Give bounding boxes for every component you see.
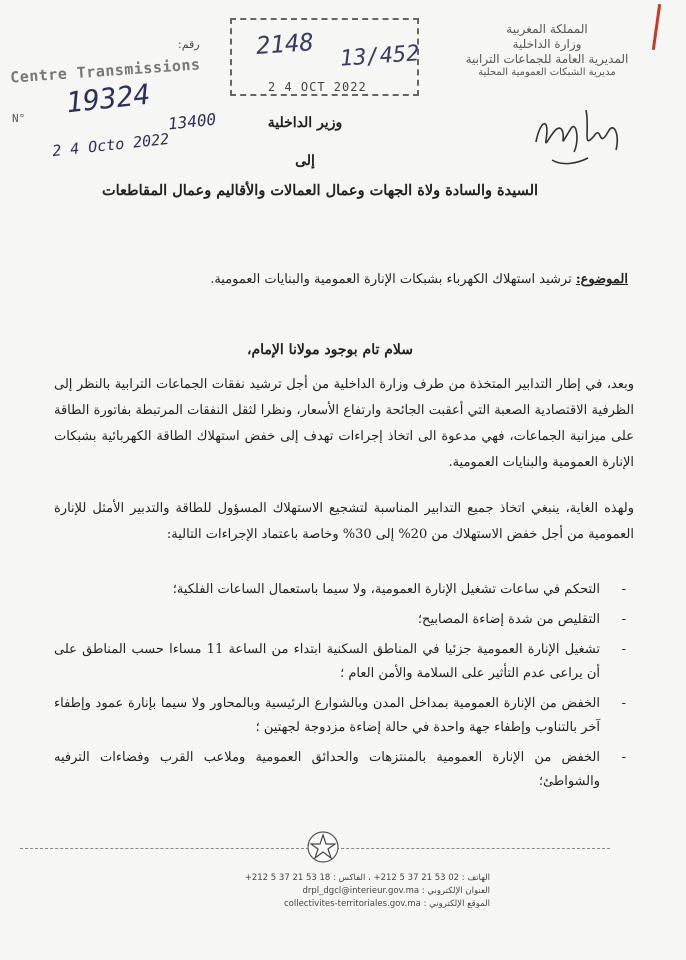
letterhead-kingdom: المملكة المغربية — [506, 22, 588, 36]
centre-transmissions-stamp: Centre Transmissions — [9, 55, 202, 87]
list-item: - الخفض من الإنارة العمومية بمداخل المدن وبالشوارع الرئيسية وبالمحاور ولا سيما بإنارة عمود وإطفاء آخر بالتناوب وإطفاء جهة واحدة في حالة إضاءة مزدوجة لجهتين ؛ — [54, 692, 634, 740]
footer-site-row — [150, 898, 490, 911]
n-label: N° — [12, 112, 26, 125]
sender-title: وزير الداخلية — [267, 115, 343, 131]
stamp-number: 2148 — [255, 28, 315, 60]
subject-text: ترشيد استهلاك الكهرباء بشبكات الإنارة العمومية والبنايات العمومية. — [210, 272, 572, 287]
letterhead-sub-directorate: مديرية الشبكات العمومية المحلية — [478, 67, 616, 78]
footer-contact — [150, 872, 490, 911]
stamp-number-2: 13/452 — [339, 41, 421, 72]
ministry-emblem-icon — [306, 830, 340, 864]
handwritten-number-2: 13400 — [167, 109, 218, 134]
paragraph-2: ولهذه الغاية، ينبغي اتخاذ جميع التدابير المناسبة لتشجيع الاستهلاك المسؤول للطاقة والتدبير الأمثل للإنارة العمومية من أجل خفض الاستهلاك من 20% إلى 30% وخاصة باعتماد الإجراءات التالية: — [54, 501, 634, 542]
list-item: - التحكم في ساعات تشغيل الإنارة العمومية، ولا سيما باستعمال الساعات الفلكية؛ — [54, 578, 634, 602]
footer-email-row — [150, 885, 490, 898]
letterhead — [442, 22, 652, 80]
red-pen-mark — [652, 4, 661, 50]
footer-email-label: العنوان الإلكتروني : — [421, 886, 490, 896]
signature-scribble — [528, 90, 628, 180]
measures-list — [54, 578, 634, 800]
greeting: سلام تام بوجود مولانا الإمام، — [246, 342, 414, 358]
number-label: رقم: — [178, 38, 200, 51]
handwritten-number: 19324 — [64, 77, 152, 120]
addressee: السيدة والسادة ولاة الجهات وعمال العمالات والأقاليم وعمال المقاطعات — [101, 182, 539, 199]
subject-line — [68, 272, 628, 287]
footer-email: drpl_dgcl@interieur.gov.ma — [302, 886, 420, 896]
stamp-date: 2 4 OCT 2022 — [268, 80, 367, 94]
footer-phone: الهاتف : 02 53 21 37 5 212+ ، الفاكس : 18 53 21 37 5 212+ — [244, 873, 490, 883]
letterhead-ministry: وزارة الداخلية — [512, 37, 582, 51]
handwritten-date: 2 4 Octo 2022 — [51, 129, 171, 161]
to-label: إلى — [295, 153, 315, 169]
paragraph-1: وبعد، في إطار التدابير المتخذة من طرف وزارة الداخلية من أجل ترشيد نفقات الجماعات الترابية بالنظر إلى الظرفية الاقتصادية الصعبة التي أعقبت الجائحة وارتفاع الأسعار، ونظرا لثقل النفقات المرتبطة بفاتورة الطاقة على ميزانية الجماعات، فهي مدعوة الى اتخاذ إجراءات تهدف إلى خفض استهلاك الطاقة الكهربائية بشبكات الإنارة العمومية والبنايات العمومية. — [54, 377, 634, 470]
footer-site: collectivites-territoriales.gov.ma — [283, 899, 421, 909]
list-item: - تشغيل الإنارة العمومية جزئيا في المناطق السكنية ابتداء من الساعة 11 مساءا حسب المناطق على أن يراعى عدم التأثير على السلامة والأمن العام ؛ — [54, 638, 634, 686]
list-item: - الخفض من الإنارة العمومية بالمنتزهات والحدائق العمومية وملاعب القرب وفضاءات الترفيه والشواطئ؛ — [54, 746, 634, 794]
list-item: - التقليص من شدة إضاءة المصابيح؛ — [54, 608, 634, 632]
letterhead-directorate: المديرية العامة للجماعات الترابية — [465, 52, 629, 66]
subject-label: الموضوع: — [575, 272, 628, 287]
footer-site-label: الموقع الإلكتروني : — [423, 899, 490, 909]
